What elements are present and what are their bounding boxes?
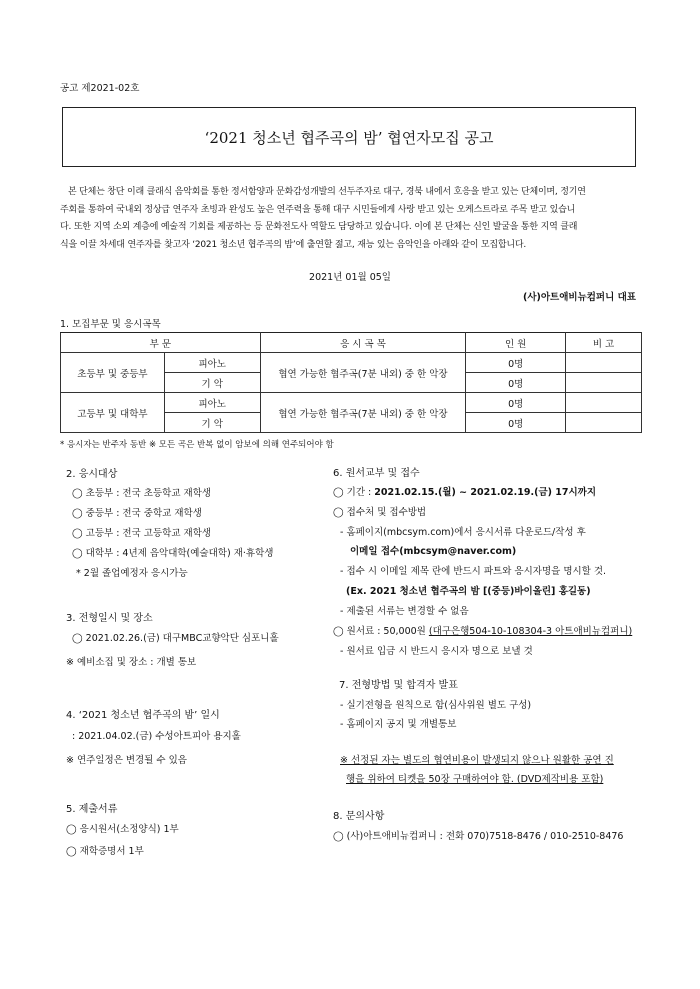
instrument-cell: 기 악 — [164, 373, 260, 393]
method-line: - 홈페이지(mbcsym.com)에서 응시서류 다운로드/작성 후 — [340, 527, 586, 538]
recruit-table — [60, 332, 642, 433]
instrument-cell: 피아노 — [164, 353, 260, 373]
section8-heading: 8. 문의사항 — [333, 811, 385, 822]
section5-heading: 5. 제출서류 — [66, 804, 118, 815]
header-piece: 응 시 곡 목 — [260, 333, 466, 353]
instrument-cell: 기 악 — [164, 413, 260, 433]
notice-date: 2021년 01월 05일 — [309, 272, 391, 283]
table-row — [61, 353, 642, 373]
eligibility-item: ◯ 초등부 : 전국 초등학교 재학생 — [72, 488, 212, 499]
header-category: 부 문 — [61, 333, 261, 353]
count-cell: 0명 — [466, 353, 566, 373]
eligibility-item: ◯ 대학부 : 4년제 음악대학(예술대학) 재·휴학생 — [72, 548, 274, 559]
issuer: (사)아트애비뉴컴퍼니 대표 — [523, 292, 636, 303]
concert-note: ※ 연주일정은 변경될 수 있음 — [66, 755, 187, 766]
table-header-row — [61, 333, 642, 353]
exam-date-place: ◯ 2021.02.26.(금) 대구MBC교향악단 심포니홀 — [72, 633, 279, 644]
section3-heading: 3. 전형일시 및 장소 — [66, 613, 153, 624]
example-line: (Ex. 2021 청소년 협주곡의 밤 [(중등)바이올린] 홍길동) — [346, 586, 591, 597]
section2-heading: 2. 응시대상 — [66, 469, 118, 480]
count-cell: 0명 — [466, 393, 566, 413]
selection-line: - 실기전형을 원칙으로 함(심사위원 별도 구성) — [340, 700, 532, 711]
piece-cell: 협연 가능한 협주곡(7분 내외) 중 한 악장 — [260, 393, 466, 433]
notice-number: 공고 제2021-02호 — [60, 83, 140, 94]
section7-heading: 7. 전형방법 및 합격자 발표 — [339, 680, 458, 691]
note-cell — [566, 353, 642, 373]
section1-heading: 1. 모집부문 및 응시곡목 — [60, 319, 161, 330]
period-value: 2021.02.15.(월) ~ 2021.02.19.(금) 17시까지 — [374, 487, 597, 498]
application-fee — [333, 623, 632, 637]
instrument-cell: 피아노 — [164, 393, 260, 413]
intro-line: 다. 또한 지역 소외 계층에 예술적 기회를 제공하는 등 문화전도사 역할도 담당하고 있습니다. 이에 본 단체는 신인 발굴을 통한 지역 클래 — [60, 222, 578, 232]
document-item: ◯ 응시원서(소정양식) 1부 — [66, 824, 179, 835]
application-method: ◯ 접수처 및 접수방법 — [333, 507, 427, 518]
eligibility-item: ◯ 고등부 : 전국 고등학교 재학생 — [72, 528, 212, 539]
eligibility-item: ◯ 중등부 : 전국 중학교 재학생 — [72, 508, 202, 519]
selection-notice: ※ 선정된 자는 별도의 협연비용이 발생되지 않으나 원활한 공연 진 — [340, 755, 614, 766]
piece-cell: 협연 가능한 협주곡(7분 내외) 중 한 악장 — [260, 353, 466, 393]
period-label: ◯ 기간 : — [333, 487, 375, 498]
category-cell: 초등부 및 중등부 — [61, 353, 165, 393]
eligibility-note: * 2월 졸업예정자 응시가능 — [76, 568, 188, 579]
document-item: ◯ 재학증명서 1부 — [66, 846, 144, 857]
header-note: 비 고 — [566, 333, 642, 353]
fee-label: ◯ 원서료 : 50,000원 — [333, 626, 429, 637]
section6-heading: 6. 원서교부 및 접수 — [333, 468, 420, 479]
intro-line: 주회를 통하여 국내외 정상급 연주자 초빙과 완성도 높은 연주력을 통해 대구 시민들에게 사랑 받고 있는 오케스트라로 주목 받고 있습니 — [60, 204, 576, 215]
exam-note: ※ 예비소집 및 장소 : 개별 통보 — [66, 657, 197, 668]
contact-info: ◯ (사)아트애비뉴컴퍼니 : 전화 070)7518-8476 / 010-2510-8476 — [333, 831, 624, 842]
section4-heading: 4. ‘2021 청소년 협주곡의 밤’ 일시 — [66, 710, 220, 721]
selection-notice: 행을 위하여 티켓을 50장 구매하여야 함. (DVD제작비용 포함) — [346, 774, 604, 785]
selection-line: - 홈페이지 공지 및 개별통보 — [340, 719, 457, 730]
count-cell: 0명 — [466, 373, 566, 393]
method-line: - 제출된 서류는 변경할 수 없음 — [340, 606, 469, 617]
method-line: - 접수 시 이메일 제목 란에 반드시 파트와 응시자명을 명시할 것. — [340, 566, 607, 577]
category-cell: 고등부 및 대학부 — [61, 393, 165, 433]
page-title: ‘2021 청소년 협주곡의 밤’ 협연자모집 공고 — [204, 129, 494, 147]
header-count: 인 원 — [466, 333, 566, 353]
concert-date-place: : 2021.04.02.(금) 수성아트피아 용지홀 — [72, 731, 241, 742]
application-period — [333, 484, 596, 498]
table-note: * 응시자는 반주자 동반 ※ 모든 곡은 반복 없이 암보에 의해 연주되어야 함 — [60, 440, 334, 450]
email-line: 이메일 접수(mbcsym@naver.com) — [350, 546, 517, 557]
fee-note: - 원서료 입금 시 반드시 응시자 명으로 보낼 것 — [340, 646, 533, 657]
table-row — [61, 393, 642, 413]
intro-line: 식을 이끌 차세대 연주자를 찾고자 ‘2021 청소년 협주곡의 밤’에 출연할 젊고, 재능 있는 음악인을 아래와 같이 모집합니다. — [60, 239, 527, 250]
note-cell — [566, 413, 642, 433]
intro-paragraph — [60, 184, 642, 254]
note-cell — [566, 393, 642, 413]
count-cell: 0명 — [466, 413, 566, 433]
intro-line: 본 단체는 창단 이래 클래식 음악회를 통한 정서함양과 문화감성개발의 선두주자로 대구, 경북 내에서 호응을 받고 있는 단체이며, 정기연 — [68, 187, 586, 197]
fee-account: (대구은행504-10-108304-3 아트애비뉴컴퍼니) — [428, 626, 633, 637]
title-box — [62, 107, 636, 167]
note-cell — [566, 373, 642, 393]
